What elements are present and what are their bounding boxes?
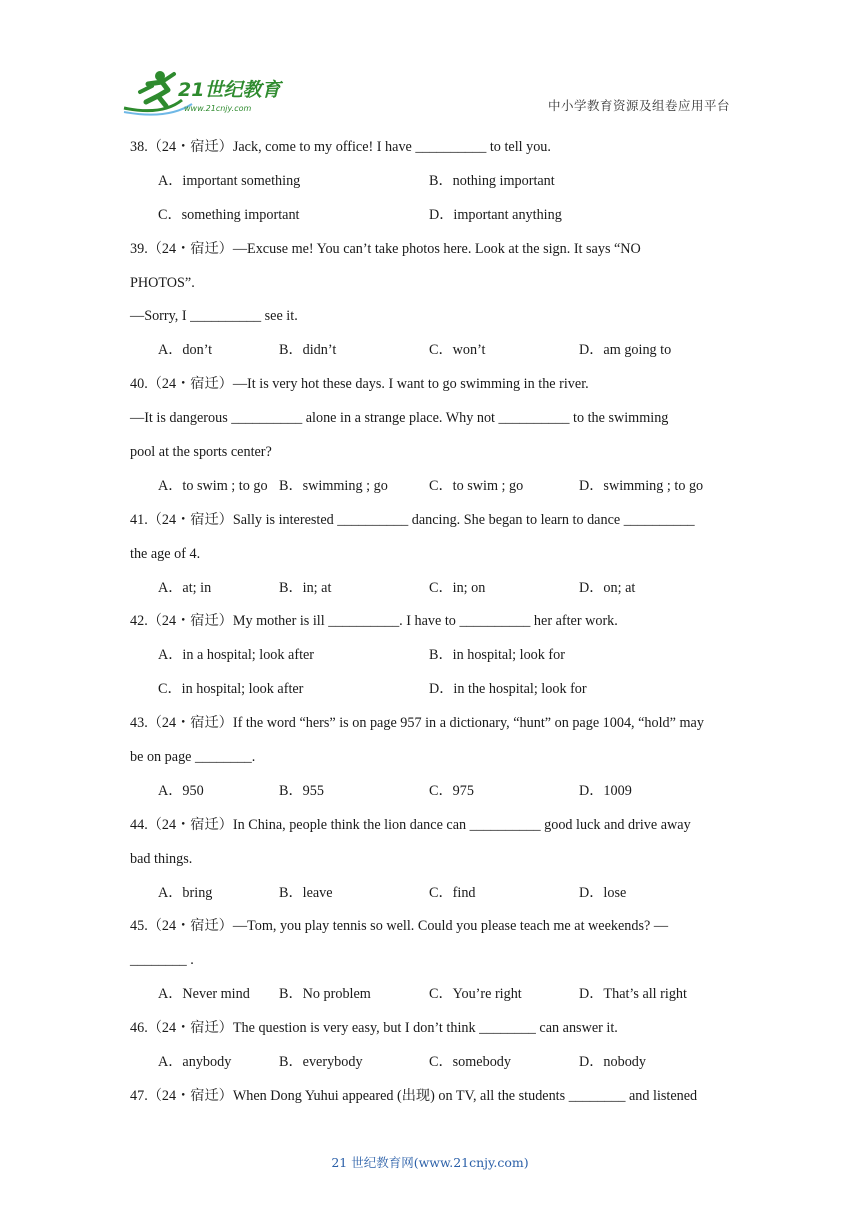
svg-text:www.21cnjy.com: www.21cnjy.com xyxy=(184,104,252,113)
answer-option: D．swimming ; to go xyxy=(579,477,704,494)
answer-options-row xyxy=(130,470,732,504)
answer-option: C．to swim ; go xyxy=(429,477,524,494)
answer-option: B．in; at xyxy=(279,579,332,596)
answer-option: B．No problem xyxy=(279,986,371,1003)
question-text-line: bad things. xyxy=(130,850,193,867)
answer-options-row xyxy=(130,639,732,673)
answer-option: D．am going to xyxy=(579,342,672,359)
answer-option: C．975 xyxy=(429,782,474,799)
page-footer: 21 世纪教育网(www.21cnjy.com) xyxy=(331,1155,529,1170)
question-text-line: 38.（24・宿迁）Jack, come to my office! I have __________ to tell you. xyxy=(130,139,551,155)
answer-options-row xyxy=(130,572,732,606)
question-text-line: PHOTOS”. xyxy=(130,274,195,291)
answer-options-row xyxy=(130,775,732,809)
answer-option: D．1009 xyxy=(579,782,632,799)
answer-option: B．nothing important xyxy=(429,172,555,189)
answer-option: D．on; at xyxy=(579,579,636,596)
answer-option: B．955 xyxy=(279,782,324,799)
logo-icon xyxy=(122,66,292,118)
answer-option: C．won’t xyxy=(429,342,486,359)
answer-options-row xyxy=(130,673,732,707)
answer-option: C．something important xyxy=(158,206,300,223)
answer-option: B．swimming ; go xyxy=(279,477,388,494)
answer-option: D．in the hospital; look for xyxy=(429,681,587,698)
answer-option: D．That’s all right xyxy=(579,986,687,1003)
answer-options-row xyxy=(130,165,732,199)
question-text-line: 39.（24・宿迁）—Excuse me! You can’t take photos here. Look at the sign. It says “NO xyxy=(130,240,641,257)
answer-options-row xyxy=(130,334,732,368)
page-header xyxy=(0,0,860,125)
answer-option: D．nobody xyxy=(579,1054,646,1071)
question-text-line: be on page ________. xyxy=(130,749,256,766)
answer-option: A．bring xyxy=(158,884,213,901)
question-list xyxy=(130,131,732,1114)
question-text-line: ________ . xyxy=(130,952,194,969)
answer-option: A．in a hospital; look after xyxy=(158,647,315,664)
question-text-line: 47.（24・宿迁）When Dong Yuhui appeared (出现) on TV, all the students ________ and listened xyxy=(130,1087,698,1104)
svg-text:21世纪教育: 21世纪教育 xyxy=(178,79,281,101)
answer-option: A．important something xyxy=(158,172,301,189)
question-text-line: 46.（24・宿迁）The question is very easy, but I don’t think ________ can answer it. xyxy=(130,1020,618,1037)
answer-options-row xyxy=(130,978,732,1012)
answer-option: A．at; in xyxy=(158,579,212,596)
platform-title: 中小学教育资源及组卷应用平台 xyxy=(547,98,730,113)
answer-option: A．to swim ; to go xyxy=(158,477,268,494)
answer-option: C．You’re right xyxy=(429,986,522,1003)
answer-option: D．lose xyxy=(579,884,627,901)
answer-option: C．in; on xyxy=(429,579,486,596)
answer-option: B．in hospital; look for xyxy=(429,647,565,664)
answer-options-row xyxy=(130,877,732,911)
answer-option: C．somebody xyxy=(429,1054,511,1071)
answer-option: B．didn’t xyxy=(279,342,337,359)
answer-option: B．everybody xyxy=(279,1054,363,1071)
answer-option: C．find xyxy=(429,884,476,901)
question-text-line: 41.（24・宿迁）Sally is interested __________ dancing. She began to learn to dance __________ xyxy=(130,511,695,528)
question-text-line: pool at the sports center? xyxy=(130,444,272,461)
answer-option: B．leave xyxy=(279,884,333,901)
answer-option: D．important anything xyxy=(429,206,562,223)
question-text-line: —It is dangerous __________ alone in a strange place. Why not __________ to the swimming xyxy=(130,410,669,427)
answer-option: A．don’t xyxy=(158,342,213,359)
answer-option: A．anybody xyxy=(158,1054,232,1071)
answer-options-row xyxy=(130,199,732,233)
answer-options-row xyxy=(130,1046,732,1080)
question-text-line: 45.（24・宿迁）—Tom, you play tennis so well. Could you please teach me at weekends? — xyxy=(130,918,669,935)
answer-option: A．Never mind xyxy=(158,986,250,1003)
answer-option: C．in hospital; look after xyxy=(158,681,304,698)
question-text-line: 44.（24・宿迁）In China, people think the lion dance can __________ good luck and drive away xyxy=(130,816,691,833)
question-text-line: 42.（24・宿迁）My mother is ill __________. I have to __________ her after work. xyxy=(130,613,618,630)
question-text-line: —Sorry, I __________ see it. xyxy=(130,308,298,325)
answer-option: A．950 xyxy=(158,782,204,799)
question-text-line: 43.（24・宿迁）If the word “hers” is on page 957 in a dictionary, “hunt” on page 1004, “hold” may xyxy=(130,715,704,732)
question-text-line: 40.（24・宿迁）—It is very hot these days. I want to go swimming in the river. xyxy=(130,376,589,393)
question-text-line: the age of 4. xyxy=(130,545,201,562)
